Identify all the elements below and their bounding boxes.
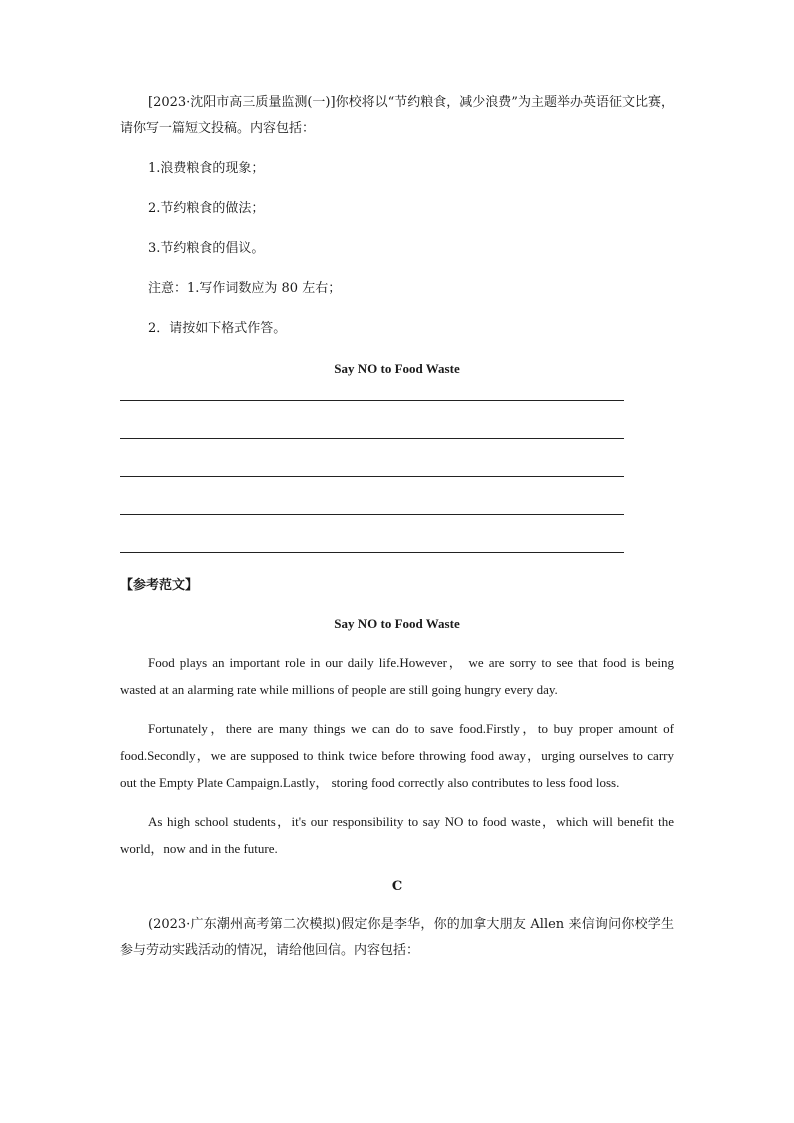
reference-paragraph-3: As high school students，it's our responsibility to say NO to food waste，which will benefit the world，now and in the future. <box>120 814 674 856</box>
answer-line <box>120 552 624 553</box>
note-format: 2．请按如下格式作答。 <box>148 321 287 336</box>
reference-heading: 【参考范文】 <box>120 578 199 593</box>
document-page <box>120 90 674 964</box>
answer-line <box>120 438 624 439</box>
note-word-count: 注意：1.写作词数应为 80 左右； <box>148 281 342 296</box>
content-item-1: 1.浪费粮食的现象； <box>148 161 265 176</box>
essay-title: Say NO to Food Waste <box>334 361 460 376</box>
reference-paragraph-2: Fortunately，there are many things we can do to save food.Firstly，to buy proper amount of food.Secondly，we are supposed to think twice before throwing food away，urging ourselves to carry out the Empty Plate Campaign.Lastly， storing food correctly also contributes to less food loss. <box>120 721 674 790</box>
content-item-3: 3.节约粮食的倡议。 <box>148 241 265 256</box>
task-intro: [2023·沈阳市高三质量监测(一)]你校将以“节约粮食，减少浪费”为主题举办英语征文比赛，请你写一篇短文投稿。内容包括： <box>120 95 674 136</box>
answer-line <box>120 400 624 401</box>
content-item-2: 2.节约粮食的做法； <box>148 201 265 216</box>
reference-title: Say NO to Food Waste <box>334 616 460 631</box>
section-c-intro: (2023·广东潮州高考第二次模拟)假定你是李华，你的加拿大朋友 Allen 来信询问你校学生参与劳动实践活动的情况，请给他回信。内容包括： <box>120 917 674 958</box>
answer-line <box>120 476 624 477</box>
answer-lines <box>120 400 674 553</box>
section-letter: C <box>391 879 403 894</box>
answer-line <box>120 514 624 515</box>
reference-paragraph-1: Food plays an important role in our daily life.However， we are sorry to see that food is being wasted at an alarming rate while millions of people are still going hungry every day. <box>120 655 674 697</box>
